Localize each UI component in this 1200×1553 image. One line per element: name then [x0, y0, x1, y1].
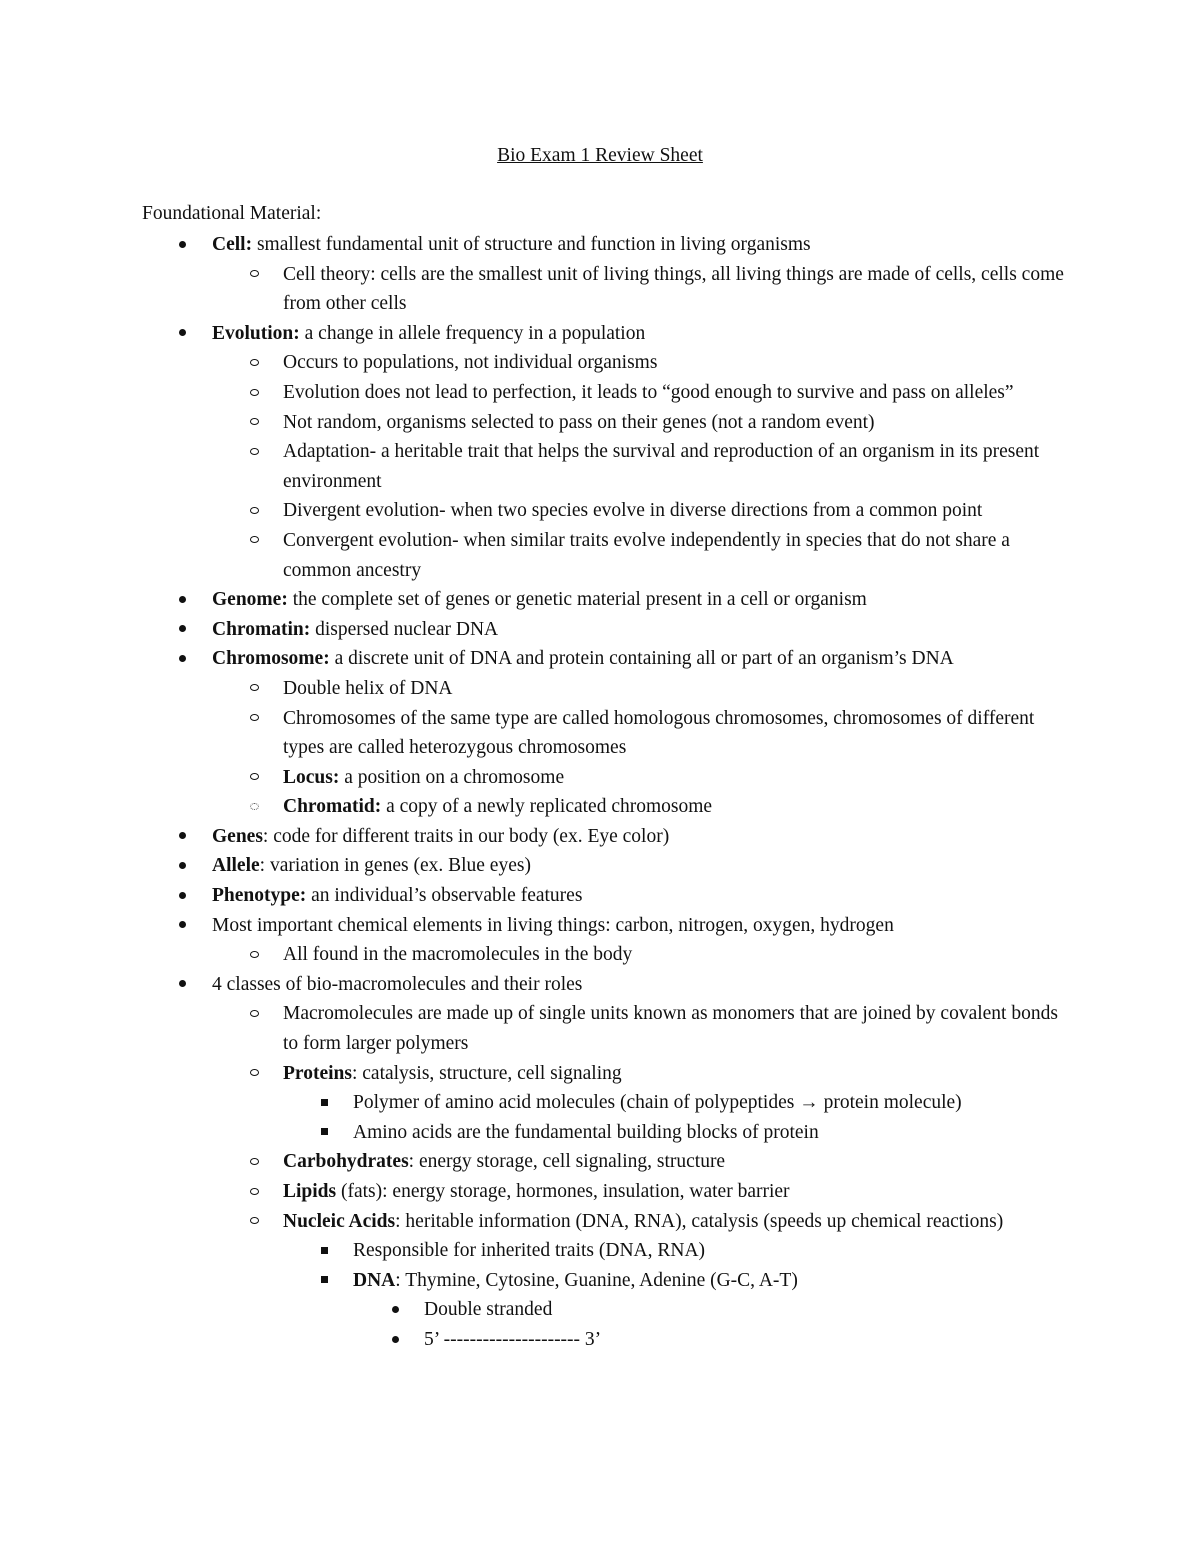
term-label: Proteins	[283, 1062, 352, 1084]
list-item-text	[283, 378, 1073, 408]
term-label: DNA	[353, 1269, 396, 1291]
list-item	[0, 496, 1200, 526]
list-item-text	[212, 585, 1072, 615]
list-item	[0, 644, 1200, 674]
bullet-circle-icon	[244, 260, 264, 290]
list-item-text	[212, 615, 1072, 645]
list-item-text	[353, 1088, 1073, 1118]
list-item	[0, 674, 1200, 704]
list-item-text	[212, 230, 1072, 260]
list-item-text	[353, 1118, 1073, 1148]
bullet-circle-icon	[244, 408, 264, 438]
bullet-circle-icon	[244, 378, 264, 408]
bullet-dot-icon	[172, 319, 192, 349]
definition-text: : code for different traits in our body (ex. Eye color)	[262, 825, 670, 847]
definition-text: dispersed nuclear DNA	[310, 618, 499, 640]
term-label: Chromosome:	[212, 648, 330, 670]
term-label: Lipids	[283, 1181, 337, 1202]
list-item	[0, 526, 1200, 585]
list-item	[0, 230, 1200, 260]
term-label: Cell:	[212, 234, 253, 255]
bullet-dot-icon	[172, 881, 192, 911]
list-item	[0, 881, 1200, 911]
list-item	[0, 1177, 1200, 1207]
list-item-text	[283, 999, 1073, 1058]
bullet-dot-icon	[172, 585, 192, 615]
term-label: Carbohydrates	[283, 1151, 409, 1173]
bullet-dot-icon	[172, 851, 192, 881]
list-item	[0, 1088, 1200, 1118]
definition-text: a change in allele frequency in a population	[299, 322, 646, 344]
bullet-square-icon	[314, 1088, 334, 1118]
definition-text: Evolution does not lead to perfection, it leads to “good enough to survive and pass on alleles”	[283, 381, 1014, 403]
section-heading: Foundational Material:	[142, 203, 322, 224]
term-label: Evolution:	[212, 322, 300, 344]
bullet-circle-icon	[244, 348, 264, 378]
definition-text: Divergent evolution- when two species evolve in diverse directions from a common point	[283, 500, 983, 522]
definition-text: 4 classes of bio-macromolecules and their roles	[212, 973, 583, 995]
bullet-circle-icon	[244, 940, 264, 970]
definition-text: Cell theory: cells are the smallest unit of living things, all living things are made of cells, cells come from other cells	[283, 263, 1064, 315]
list-item	[0, 319, 1200, 349]
definition-text: a copy of a newly replicated chromosome	[381, 796, 713, 818]
list-item-text	[424, 1325, 1074, 1355]
term-label: Nucleic Acids	[283, 1210, 396, 1232]
definition-text: : Thymine, Cytosine, Guanine, Adenine (G-C, A-T)	[395, 1269, 798, 1291]
list-item-text	[283, 674, 1073, 704]
list-item-text	[212, 851, 1072, 881]
definition-text: Amino acids are the fundamental building blocks of protein	[353, 1121, 819, 1143]
definition-text: a discrete unit of DNA and protein containing all or part of an organism’s DNA	[329, 648, 954, 670]
list-item-text	[212, 319, 1072, 349]
list-item-text	[212, 911, 1072, 941]
bullet-dot-icon	[172, 822, 192, 852]
bullet-square-icon	[314, 1118, 334, 1148]
list-item	[0, 260, 1200, 319]
bullet-square-icon	[314, 1236, 334, 1266]
bullet-circle-icon	[244, 1177, 264, 1207]
definition-text: Occurs to populations, not individual organisms	[283, 352, 658, 374]
list-item	[0, 1118, 1200, 1148]
definition-text: : variation in genes (ex. Blue eyes)	[259, 855, 531, 877]
list-item	[0, 348, 1200, 378]
list-item	[0, 940, 1200, 970]
definition-text: Macromolecules are made up of single units known as monomers that are joined by covalent bonds to form larger polymers	[283, 1003, 1058, 1055]
bullet-dot-icon	[172, 644, 192, 674]
list-item	[0, 437, 1200, 496]
list-item	[0, 408, 1200, 438]
list-item	[0, 970, 1200, 1000]
list-item	[0, 999, 1200, 1058]
definition-text: 5’ --------------------- 3’	[424, 1328, 602, 1350]
list-item	[0, 822, 1200, 852]
list-item	[0, 1207, 1200, 1237]
definition-text: Double stranded	[424, 1299, 553, 1321]
bullet-circle-icon	[244, 1207, 264, 1237]
list-item	[0, 763, 1200, 793]
page-title: Bio Exam 1 Review Sheet	[497, 145, 703, 166]
definition-text: Most important chemical elements in living things: carbon, nitrogen, oxygen, hydrogen	[212, 914, 894, 936]
bullet-circle-icon	[244, 674, 264, 704]
definition-text: : heritable information (DNA, RNA), catalysis (speeds up chemical reactions)	[395, 1210, 1004, 1232]
term-label: Genome:	[212, 589, 288, 611]
list-item	[0, 585, 1200, 615]
list-item	[0, 1147, 1200, 1177]
bullet-square-icon	[314, 1266, 334, 1296]
list-item-text	[212, 881, 1072, 911]
bullet-dot-icon	[172, 230, 192, 260]
term-label: Allele	[212, 855, 260, 877]
list-item	[0, 851, 1200, 881]
list-item	[0, 704, 1200, 763]
list-item	[0, 1325, 1200, 1355]
definition-text: : energy storage, cell signaling, structure	[408, 1151, 726, 1173]
definition-text: a position on a chromosome	[339, 766, 565, 788]
bullet-circle-icon	[244, 792, 264, 822]
list-item-text	[212, 970, 1072, 1000]
list-item-text	[353, 1266, 1073, 1296]
list-item-text	[283, 1177, 1073, 1207]
list-item-text	[283, 526, 1073, 585]
definition-text: Responsible for inherited traits (DNA, RNA)	[353, 1240, 706, 1262]
bullet-dot-icon	[172, 615, 192, 645]
definition-text: Not random, organisms selected to pass on their genes (not a random event)	[283, 411, 875, 433]
list-item-text	[283, 260, 1073, 319]
list-item-text	[283, 437, 1073, 496]
list-item-text	[283, 496, 1073, 526]
list-item	[0, 378, 1200, 408]
definition-text: (fats): energy storage, hormones, insulation, water barrier	[336, 1181, 790, 1202]
list-item	[0, 1059, 1200, 1089]
list-item-text	[283, 1207, 1073, 1237]
bullet-circle-icon	[244, 763, 264, 793]
definition-text: Chromosomes of the same type are called homologous chromosomes, chromosomes of different types are called heterozygous chromosomes	[283, 707, 1035, 759]
list-item	[0, 615, 1200, 645]
definition-text: the complete set of genes or genetic material present in a cell or organism	[287, 589, 867, 611]
term-label: Phenotype:	[212, 885, 307, 907]
list-item-text	[424, 1295, 1074, 1325]
definition-text: Polymer of amino acid molecules (chain of polypeptides → protein molecule)	[353, 1092, 962, 1114]
bullet-list	[0, 230, 1200, 1355]
definition-text: an individual’s observable features	[306, 885, 583, 907]
bullet-circle-icon	[244, 999, 264, 1029]
list-item-text	[283, 792, 1073, 822]
bullet-dot-icon	[172, 911, 192, 941]
bullet-circle-icon	[244, 1059, 264, 1089]
list-item-text	[212, 822, 1072, 852]
bullet-circle-icon	[244, 704, 264, 734]
definition-text: : catalysis, structure, cell signaling	[351, 1062, 622, 1084]
definition-text: Double helix of DNA	[283, 677, 453, 699]
list-item-text	[283, 1059, 1073, 1089]
term-label: Chromatin:	[212, 618, 311, 640]
list-item-text	[212, 644, 1072, 674]
list-item-text	[283, 940, 1073, 970]
definition-text: Adaptation- a heritable trait that helps the survival and reproduction of an organism in its present environment	[283, 441, 1040, 492]
bullet-circle-icon	[244, 496, 264, 526]
bullet-circle-icon	[244, 1147, 264, 1177]
definition-text: All found in the macromolecules in the body	[283, 944, 633, 966]
term-label: Genes	[212, 825, 263, 847]
list-item-text	[283, 704, 1073, 763]
list-item	[0, 1266, 1200, 1296]
bullet-circle-icon	[244, 437, 264, 467]
list-item-text	[353, 1236, 1073, 1266]
bullet-dot-icon	[385, 1325, 405, 1355]
bullet-dot-icon	[385, 1295, 405, 1325]
list-item	[0, 1236, 1200, 1266]
list-item	[0, 1295, 1200, 1325]
list-item-text	[283, 408, 1073, 438]
bullet-dot-icon	[172, 970, 192, 1000]
list-item	[0, 792, 1200, 822]
bullet-circle-icon	[244, 526, 264, 556]
term-label: Locus:	[283, 766, 340, 788]
list-item	[0, 911, 1200, 941]
term-label: Chromatid:	[283, 796, 382, 818]
list-item-text	[283, 1147, 1073, 1177]
list-item-text	[283, 348, 1073, 378]
definition-text: smallest fundamental unit of structure and function in living organisms	[252, 234, 811, 255]
definition-text: Convergent evolution- when similar traits evolve independently in species that do not share a common ancestry	[283, 529, 1010, 581]
list-item-text	[283, 763, 1073, 793]
